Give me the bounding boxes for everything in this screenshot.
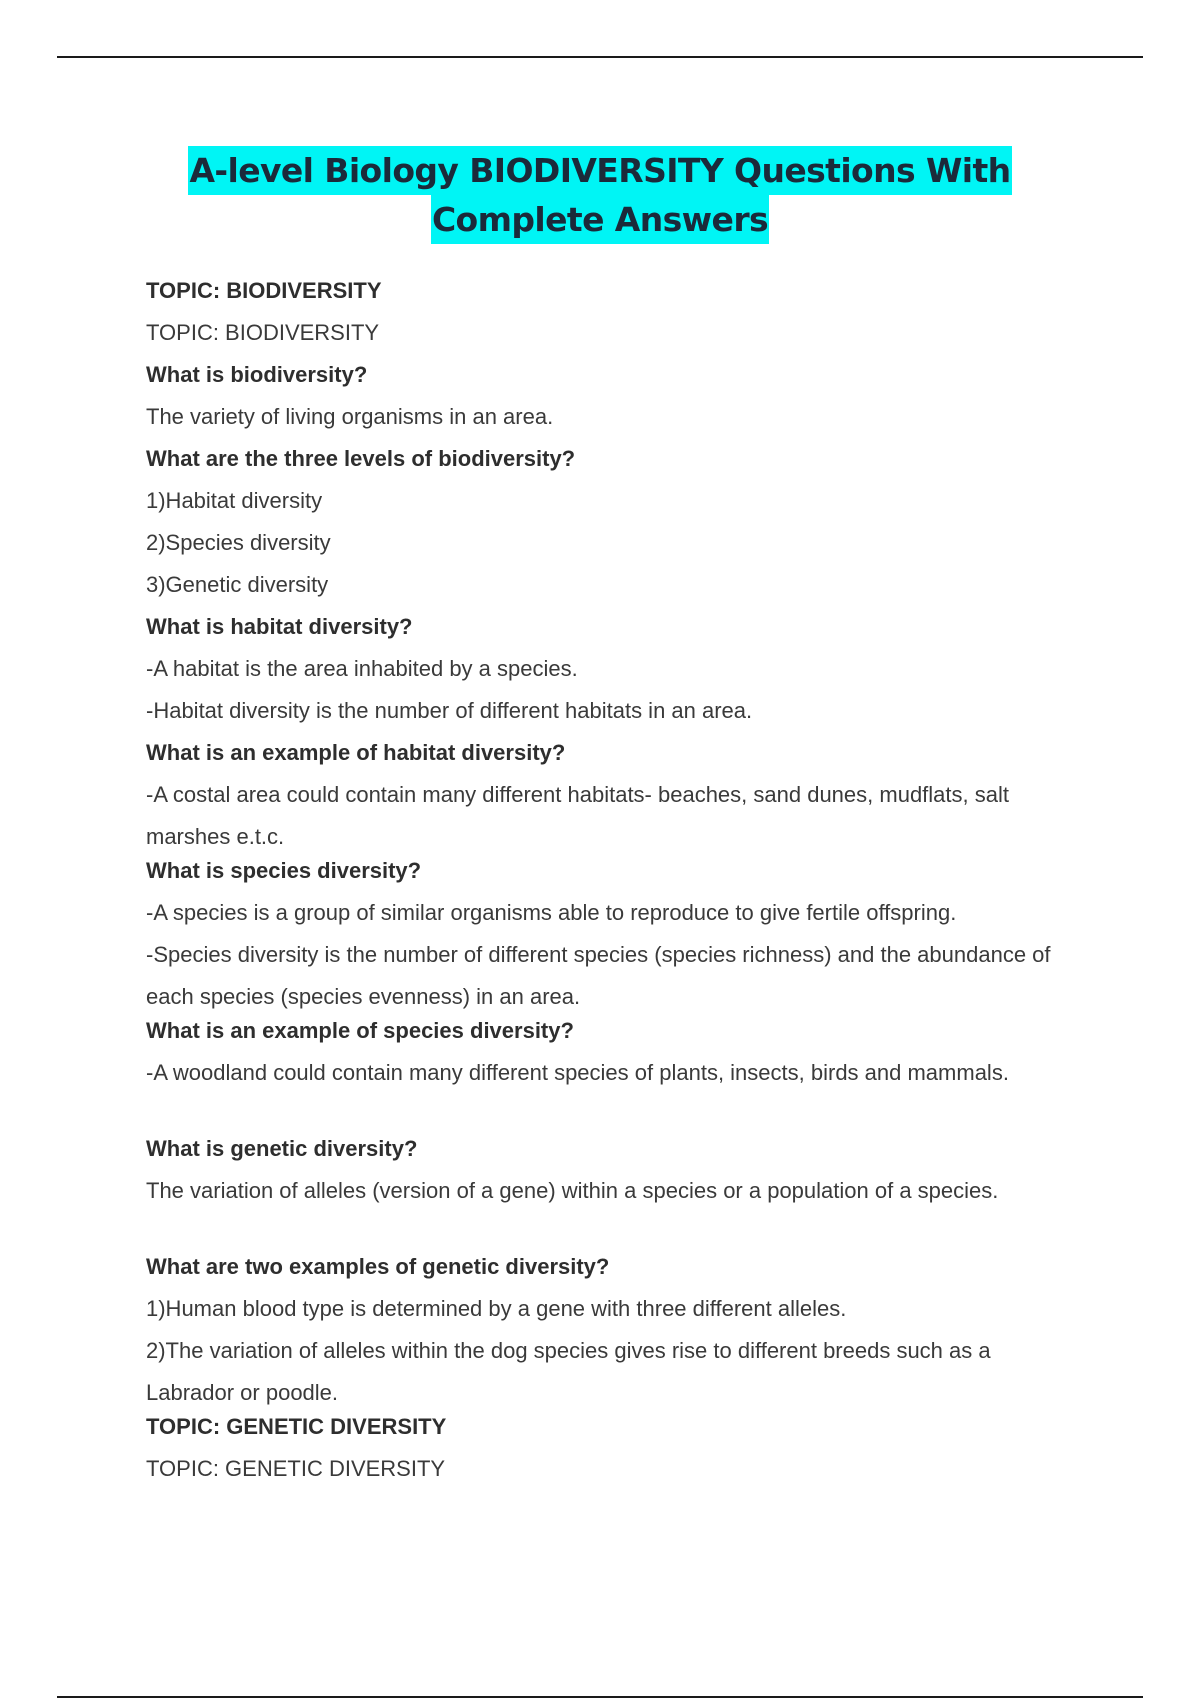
topic-heading: TOPIC: BIODIVERSITY bbox=[146, 278, 382, 303]
question: What is an example of habitat diversity? bbox=[146, 740, 566, 765]
title-line-2: Complete Answers bbox=[431, 195, 769, 244]
question: What is habitat diversity? bbox=[146, 614, 413, 639]
question: What is species diversity? bbox=[146, 858, 422, 883]
question: What are the three levels of biodiversity? bbox=[146, 446, 576, 471]
answer: -A species is a group of similar organisms able to reproduce to give fertile offspring. bbox=[146, 900, 957, 925]
answer bbox=[146, 1052, 1076, 1136]
answer: 1)Human blood type is determined by a gene with three different alleles. bbox=[146, 1296, 847, 1321]
question: What is genetic diversity? bbox=[146, 1136, 418, 1161]
topic-text: TOPIC: GENETIC DIVERSITY bbox=[146, 1456, 446, 1481]
answer-text: -A woodland could contain many different species of plants, insects, birds and mammals. bbox=[146, 1060, 1009, 1085]
answer: 1)Habitat diversity bbox=[146, 488, 323, 513]
answer bbox=[146, 1170, 1076, 1254]
topic-text: TOPIC: BIODIVERSITY bbox=[146, 320, 380, 345]
answer-text: -Species diversity is the number of different species (species richness) and the abundance of each species (species evenness) in an area. bbox=[146, 942, 1051, 1009]
answer: -A habitat is the area inhabited by a species. bbox=[146, 656, 578, 681]
document-body bbox=[146, 278, 1076, 1498]
title-line-1: A-level Biology BIODIVERSITY Questions With bbox=[188, 146, 1011, 195]
answer: -Habitat diversity is the number of different habitats in an area. bbox=[146, 698, 753, 723]
question: What is an example of species diversity? bbox=[146, 1018, 574, 1043]
answer-text: -A costal area could contain many different habitats- beaches, sand dunes, mudflats, salt marshes e.t.c. bbox=[146, 782, 1009, 849]
answer: 3)Genetic diversity bbox=[146, 572, 329, 597]
bottom-rule bbox=[57, 1696, 1143, 1698]
answer bbox=[146, 1330, 1076, 1414]
answer: 2)Species diversity bbox=[146, 530, 331, 555]
answer bbox=[146, 774, 1076, 858]
question: What are two examples of genetic diversity? bbox=[146, 1254, 610, 1279]
answer-text: 2)The variation of alleles within the dog species gives rise to different breeds such as a Labrador or poodle. bbox=[146, 1338, 991, 1405]
top-rule bbox=[57, 56, 1143, 58]
question: What is biodiversity? bbox=[146, 362, 368, 387]
topic-heading: TOPIC: GENETIC DIVERSITY bbox=[146, 1414, 447, 1439]
answer: The variety of living organisms in an area. bbox=[146, 404, 554, 429]
document-title bbox=[0, 146, 1200, 244]
answer-text: The variation of alleles (version of a gene) within a species or a population of a species. bbox=[146, 1178, 999, 1203]
answer bbox=[146, 934, 1076, 1018]
